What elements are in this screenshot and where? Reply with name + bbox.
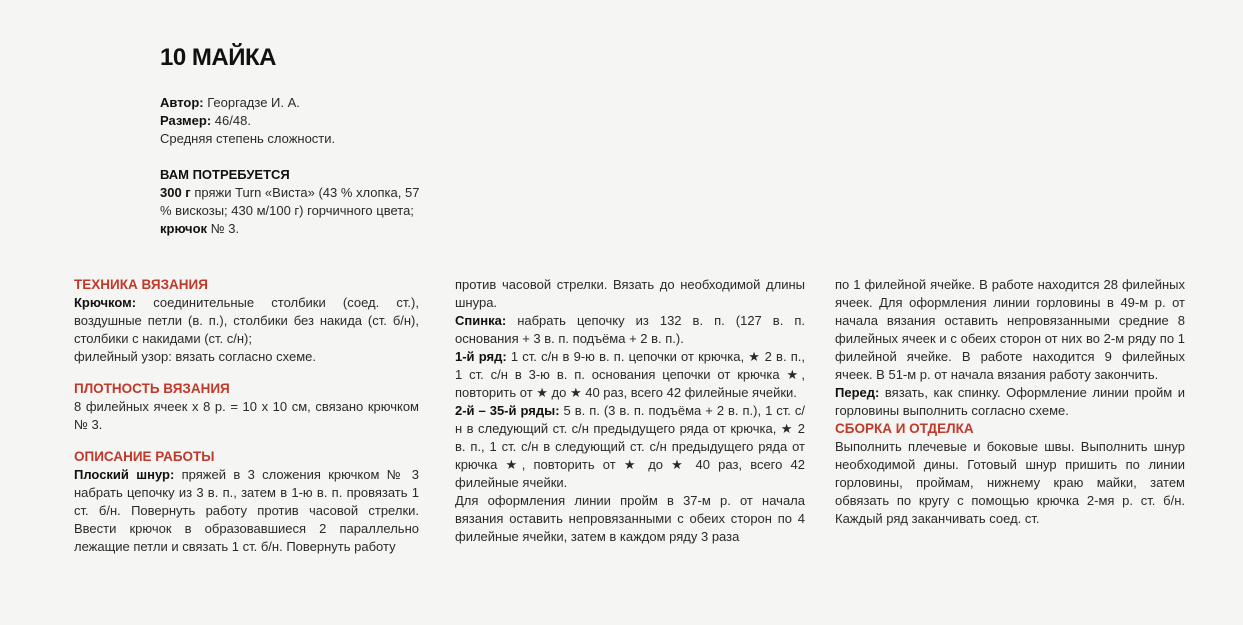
- column-2: [455, 276, 805, 546]
- meta-block: [160, 94, 440, 148]
- assembly-text: Выполнить плечевые и боковые швы. Выполнить шнур необходимой дины. Готовый шнур пришить по линии горловины, проймам, нижнему краю майки, затем обвязать по кругу с помощью крючка 2-мя р. ст. б/н. Каждый ряд заканчивать соед. ст.: [835, 439, 1185, 526]
- materials-heading: ВАМ ПОТРЕБУЕТСЯ: [160, 167, 290, 182]
- description-heading: ОПИСАНИЕ РАБОТЫ: [74, 449, 215, 464]
- density-text: 8 филейных ячеек х 8 р. = 10 х 10 см, связано крючком № 3.: [74, 399, 419, 432]
- cord-body: пряжей в 3 сложения крючком № 3 набрать цепочку из 3 в. п., затем в 1-ю в. п. провязать 1 ст. б/н. Повернуть работу против часовой стрелки. Ввести крючок в образовавшиеся 2 параллельно лежащие петли и связать 1 ст. б/н. Повернуть работу: [74, 467, 419, 554]
- front-label: Перед:: [835, 385, 880, 400]
- row1-label: 1-й ряд:: [455, 349, 507, 364]
- cord-label: Плоский шнур:: [74, 467, 175, 482]
- size-value: 46/48.: [214, 113, 251, 128]
- hook-text: № 3.: [210, 221, 240, 236]
- back-text: [455, 312, 805, 348]
- materials-block: [160, 166, 422, 238]
- difficulty-line: Средняя степень сложности.: [160, 131, 336, 146]
- yarn-text: пряжи Turn «Виста» (43 % хлопка, 57 % вискозы; 430 м/100 г) горчичного цвета;: [160, 185, 420, 218]
- size-label: Размер:: [160, 113, 212, 128]
- page-title: 10 МАЙКА: [160, 44, 276, 71]
- col2-continuation: против часовой стрелки. Вязать до необходимой длины шнура.: [455, 277, 805, 310]
- hook-label: крючок: [160, 221, 208, 236]
- author-value: Георгадзе И. А.: [207, 95, 300, 110]
- author-label: Автор:: [160, 95, 204, 110]
- yarn-line: [160, 184, 422, 220]
- size-line: [160, 112, 440, 130]
- author-line: [160, 94, 440, 112]
- technique-text-2: филейный узор: вязать согласно схеме.: [74, 349, 317, 364]
- hook-line: [160, 220, 422, 238]
- col3-continuation: по 1 филейной ячейке. В работе находится 28 филейных ячеек. Для оформления линии горловины в 49-м р. от начала вязания оставить непровязанными средние 8 филейных ячеек и с обеих сторон от них во 2-м ряду по 1 филейной ячейке. В работе находится 9 филейных ячеек. В 51-м р. от начала вязания работу закончить.: [835, 277, 1185, 382]
- rows-text: [455, 402, 805, 492]
- assembly-heading: СБОРКА И ОТДЕЛКА: [835, 421, 974, 436]
- front-text: [835, 384, 1185, 420]
- row1-text: [455, 348, 805, 402]
- technique-text: [74, 294, 419, 348]
- rows-label: 2-й – 35-й ряды:: [455, 403, 560, 418]
- technique-heading: ТЕХНИКА ВЯЗАНИЯ: [74, 277, 208, 292]
- column-1: [74, 276, 419, 556]
- back-body: набрать цепочку из 132 в. п. (127 в. п. основания + 3 в. п. подъёма + 2 в. п.).: [455, 313, 805, 346]
- yarn-amount: 300 г: [160, 185, 191, 200]
- cord-text: [74, 466, 419, 556]
- density-heading: ПЛОТНОСТЬ ВЯЗАНИЯ: [74, 381, 230, 396]
- back-label: Спинка:: [455, 313, 507, 328]
- technique-section: [74, 276, 419, 366]
- rows-body: 5 в. п. (3 в. п. подъёма + 2 в. п.), 1 ст. с/н в следующий ст. с/н предыдущего ряда от крючка, ★ 2 в. п., 1 ст. с/н в следующий ст. с/н предыдущего ряда от крючка ★, повторить от ★ до ★ 40 раз, всего 42 филейные ячейки.: [455, 403, 805, 490]
- density-section: [74, 380, 419, 434]
- technique-label: Крючком:: [74, 295, 137, 310]
- column-3: [835, 276, 1185, 528]
- front-body: вязать, как спинку. Оформление линии пройм и горловины выполнить согласно схеме.: [835, 385, 1185, 418]
- technique-body: соединительные столбики (соед. ст.), воздушные петли (в. п.), столбики без накида (ст. б/н), столбики с накидами (ст. с/н);: [74, 295, 419, 346]
- armhole-text: Для оформления линии пройм в 37-м р. от начала вязания оставить непровязанными с обеих сторон по 4 филейные ячейки, затем в каждом ряду 3 раза: [455, 493, 805, 544]
- row1-body: 1 ст. с/н в 9-ю в. п. цепочки от крючка, ★ 2 в. п., 1 ст. с/н в 3-ю в. п. основания цепочки от крючка ★, повторить от ★ до ★ 40 раз, всего 42 филейные ячейки.: [455, 349, 805, 400]
- description-section: [74, 448, 419, 556]
